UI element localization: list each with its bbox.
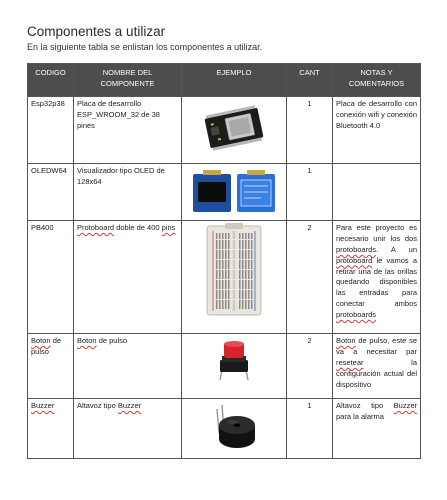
header-code: CODIGO [28,64,74,97]
components-table [27,63,421,459]
cell-qty: 1 [287,97,333,164]
cell-example [182,221,287,334]
breadboard-icon [205,223,263,318]
table-row [28,221,421,334]
header-name: NOMBRE DEL COMPONENTE [74,64,182,97]
name-part: pins [161,223,176,232]
buzzer-icon [205,401,263,453]
code-part: Boton [31,336,51,345]
table-row [28,334,421,399]
cell-name: Placa de desarrollo ESP_WROOM_32 de 38 pines [74,97,182,164]
cell-notes: Placa de desarrollo con conexión wifi y conexión Bluetooth 4.0 [333,97,421,164]
header-notes: NOTAS Y COMENTARIOS [333,64,421,97]
table-row [28,399,421,459]
cell-code: Esp32p38 [28,97,74,164]
code-part: de pulso [31,336,62,356]
document-intro: En la siguiente tabla se enlistan los componentes a utilizar. [27,42,263,52]
notes-part: Altavoz tipo [336,401,394,410]
cell-code [28,399,74,459]
cell-code [28,334,74,399]
cell-notes [333,334,421,399]
cell-notes [333,221,421,334]
notes-part: la configuración actual del dispositivo [336,357,417,389]
notes-part: para la alarma [336,411,384,421]
notes-part: protoboard [336,255,373,265]
name-part: Boton [77,336,97,345]
oled-display-icon [189,166,279,216]
document-title: Componentes a utilizar [27,24,166,39]
push-button-icon [209,336,259,382]
cell-notes [333,399,421,459]
table-row [28,97,421,164]
notes-part: resetear [336,357,364,367]
name-part: de pulso [96,336,128,345]
notes-part: Buzzer [393,401,417,410]
cell-qty: 1 [287,399,333,459]
cell-name [74,399,182,459]
cell-qty: 2 [287,334,333,399]
cell-notes [333,164,421,221]
notes-part: . A un [376,244,417,254]
header-qty: CANT [287,64,333,97]
notes-part: Boton [336,336,356,345]
name-part: doble de 400 [114,223,162,232]
cell-example [182,334,287,399]
cell-code: OLEDW64 [28,164,74,221]
cell-name [74,221,182,334]
cell-example [182,97,287,164]
cell-example [182,164,287,221]
name-part: Buzzer [117,401,142,410]
name-part: Altavoz tipo [77,401,118,410]
header-example: EJEMPLO [182,64,287,97]
notes-part: protoboards [336,244,377,254]
cell-name [74,334,182,399]
table-header-row [28,64,421,97]
name-part: Protoboard [77,223,115,232]
cell-qty: 1 [287,164,333,221]
notes-part: protoboards [336,310,377,319]
cell-name: Visualizador tipo OLED de 128x64 [74,164,182,221]
cell-example [182,399,287,459]
notes-part: le vamos a retirar una de las orillas quedando disponibles las entradas para conectar ambos [336,255,417,309]
esp32-board-icon [199,99,269,157]
code-part: Buzzer [31,401,55,410]
cell-code: PB400 [28,221,74,334]
table-row [28,164,421,221]
notes-part: Para este proyecto es necesario unir los dos [336,223,417,243]
notes-part: de pulso, este se va a necesitar par [336,336,417,356]
cell-qty: 2 [287,221,333,334]
